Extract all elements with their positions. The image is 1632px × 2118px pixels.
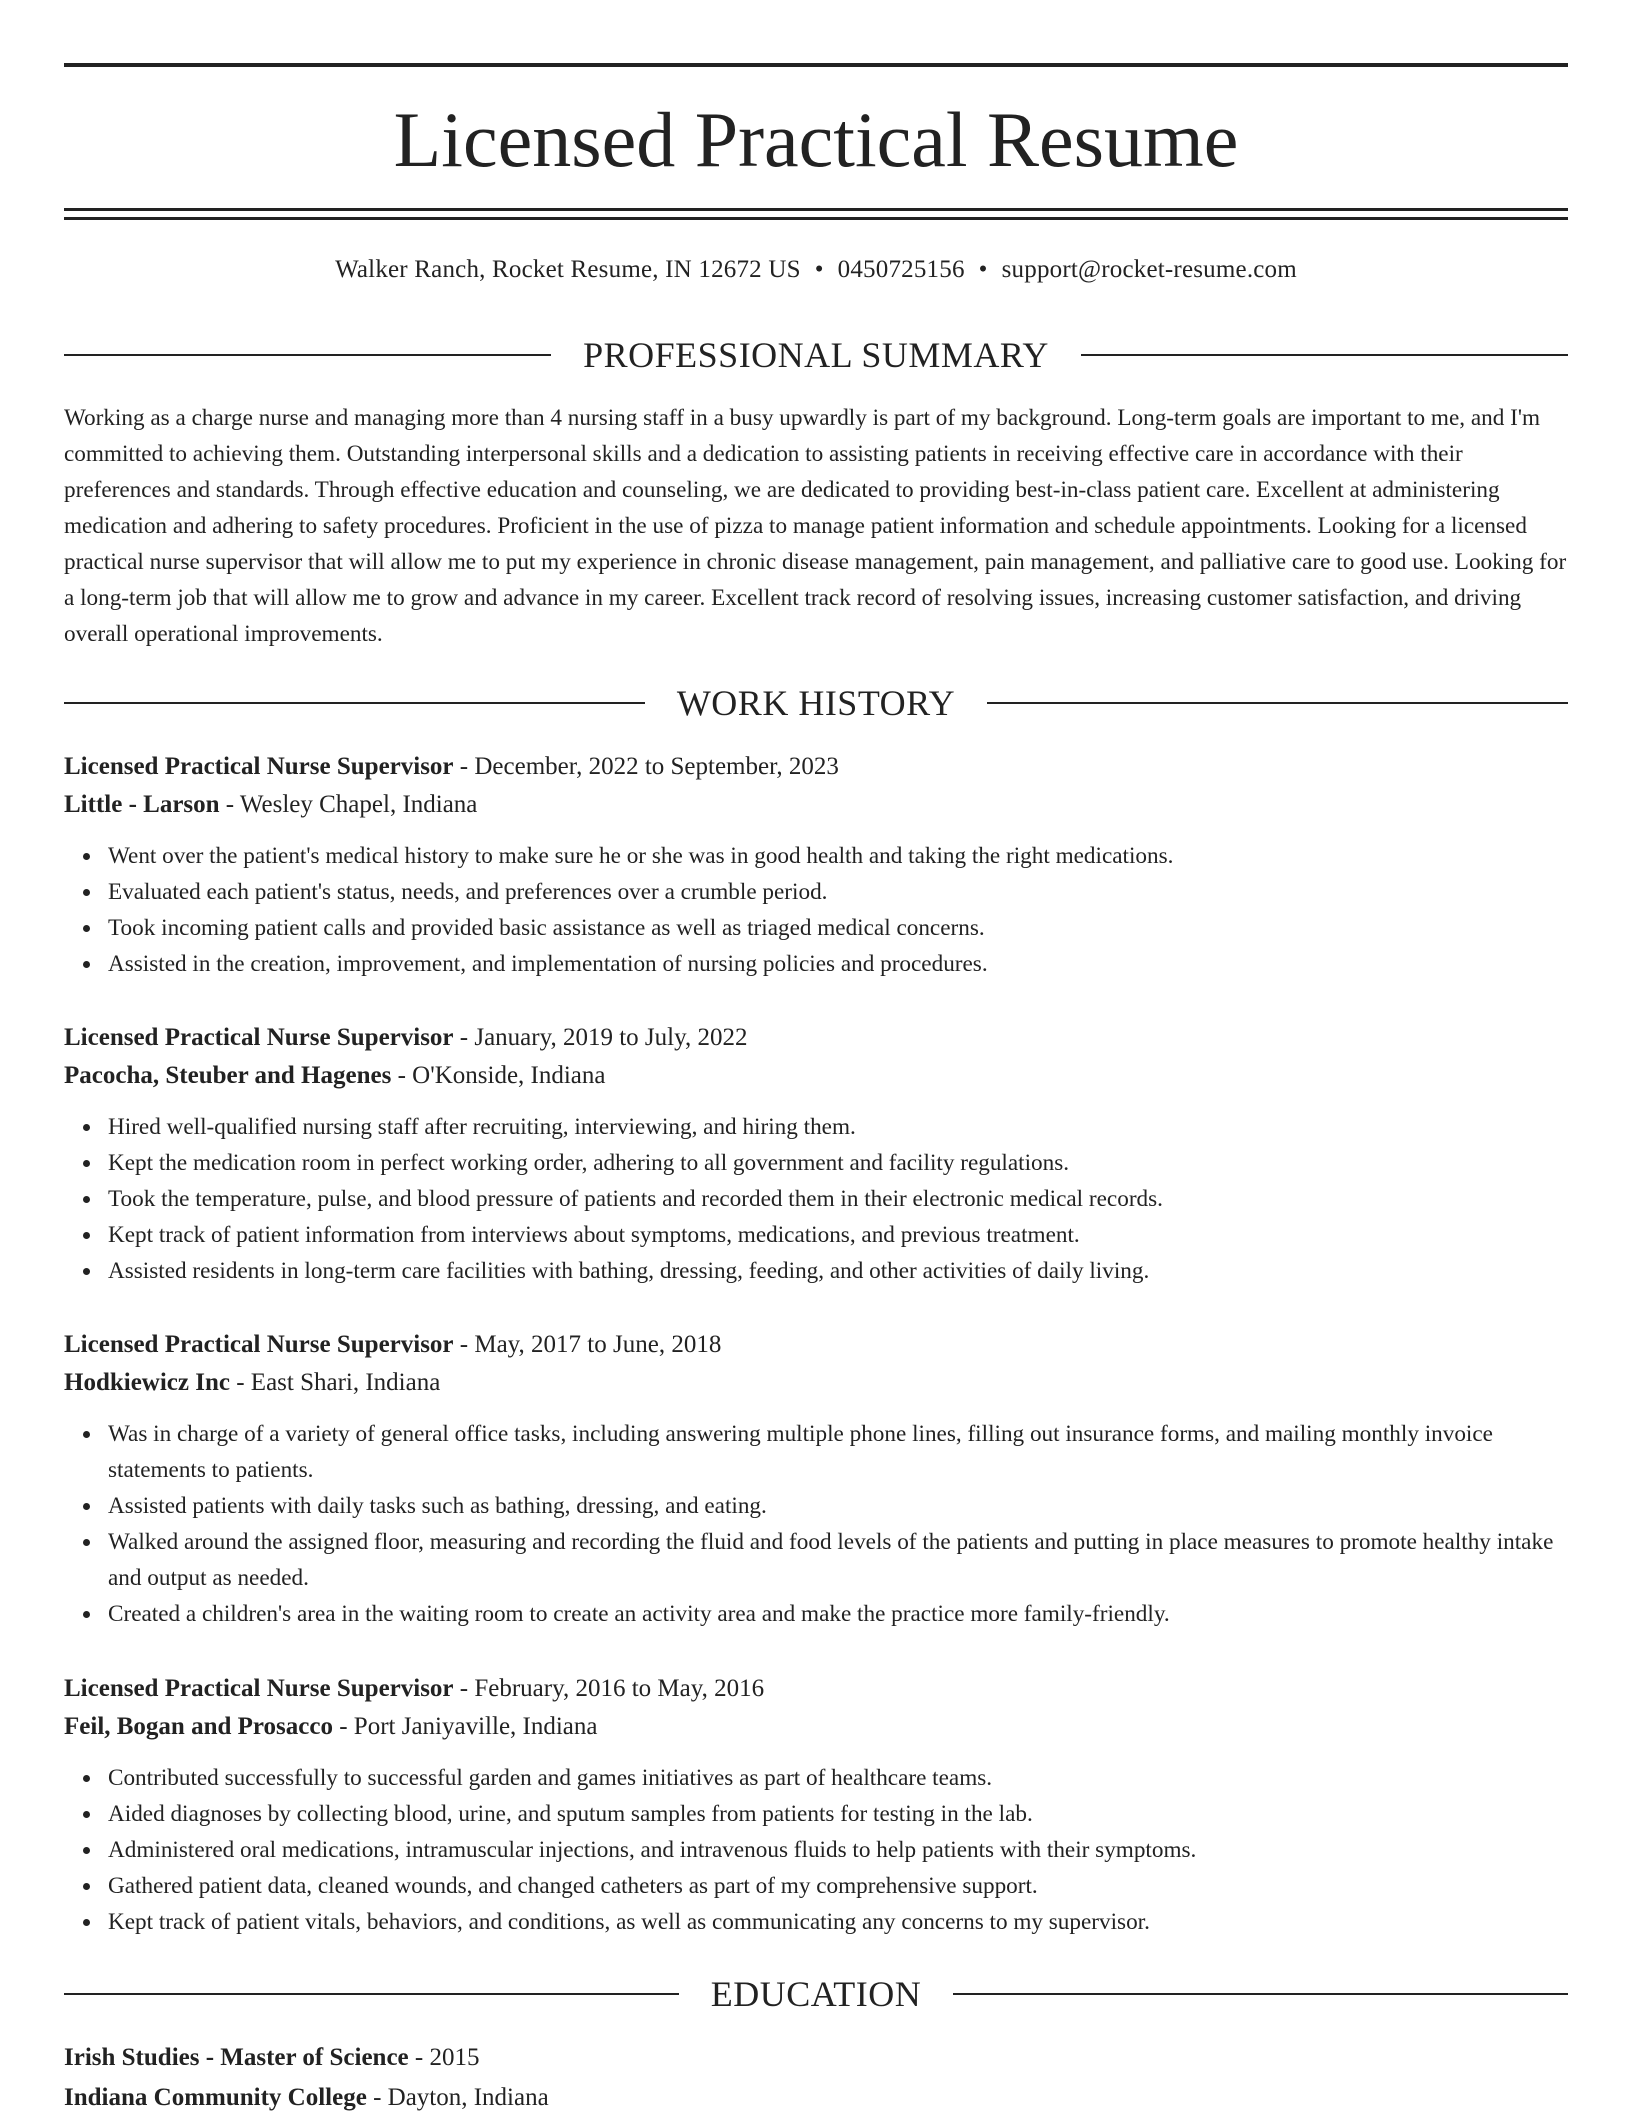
job-entry bbox=[64, 1326, 1568, 1632]
education-location: - Dayton, Indiana bbox=[366, 2084, 549, 2111]
resume-title: Licensed Practical Resume bbox=[393, 96, 1239, 183]
section-heading-summary bbox=[64, 333, 1568, 377]
job-dates: - January, 2019 to July, 2022 bbox=[453, 1024, 748, 1051]
contact-separator: • bbox=[814, 256, 824, 283]
list-item: Assisted in the creation, improvement, and implementation of nursing policies and procedures. bbox=[108, 946, 1568, 982]
list-item: Kept track of patient information from interviews about symptoms, medications, and previous treatment. bbox=[108, 1217, 1568, 1253]
job-dates: - May, 2017 to June, 2018 bbox=[453, 1331, 722, 1358]
list-item: Contributed successfully to successful garden and games initiatives as part of healthcare teams. bbox=[108, 1760, 1568, 1796]
list-item: Went over the patient's medical history to make sure he or she was in good health and taking the right medications. bbox=[108, 838, 1568, 874]
list-item: Walked around the assigned floor, measuring and recording the fluid and food levels of the patients and putting in place measures to promote healthy intake and output as needed. bbox=[108, 1524, 1568, 1596]
list-item: Aided diagnoses by collecting blood, urine, and sputum samples from patients for testing in the lab. bbox=[108, 1796, 1568, 1832]
job-company-line bbox=[64, 1708, 1568, 1746]
job-company: Little - Larson bbox=[64, 791, 220, 818]
job-company: Pacocha, Steuber and Hagenes bbox=[64, 1062, 392, 1089]
list-item: Took the temperature, pulse, and blood pressure of patients and recorded them in their electronic medical records. bbox=[108, 1181, 1568, 1217]
education-year: - 2015 bbox=[408, 2044, 480, 2071]
list-item: Evaluated each patient's status, needs, and preferences over a crumble period. bbox=[108, 874, 1568, 910]
section-divider bbox=[1081, 354, 1568, 356]
job-dates: - December, 2022 to September, 2023 bbox=[453, 753, 839, 780]
contact-phone: 0450725156 bbox=[837, 256, 965, 283]
job-title: Licensed Practical Nurse Supervisor bbox=[64, 1331, 454, 1358]
list-item: Administered oral medications, intramuscular injections, and intravenous fluids to help patients with their symptoms. bbox=[108, 1832, 1568, 1868]
section-divider bbox=[987, 702, 1568, 704]
job-title-line bbox=[64, 1326, 1568, 1364]
list-item: Took incoming patient calls and provided basic assistance as well as triaged medical concerns. bbox=[108, 910, 1568, 946]
job-title-line bbox=[64, 1670, 1568, 1708]
education-school-line bbox=[64, 2078, 1568, 2118]
job-bullets bbox=[64, 1760, 1568, 1940]
job-location: - Port Janiyaville, Indiana bbox=[332, 1713, 598, 1740]
job-company-line bbox=[64, 1057, 1568, 1095]
job-dates: - February, 2016 to May, 2016 bbox=[453, 1675, 765, 1702]
job-title: Licensed Practical Nurse Supervisor bbox=[64, 1675, 454, 1702]
job-title: Licensed Practical Nurse Supervisor bbox=[64, 1024, 454, 1051]
job-location: - O'Konside, Indiana bbox=[391, 1062, 606, 1089]
job-company-line bbox=[64, 786, 1568, 824]
section-title: WORK HISTORY bbox=[676, 683, 956, 723]
job-title-line bbox=[64, 748, 1568, 786]
education-degree-line bbox=[64, 2038, 1568, 2078]
list-item: Assisted patients with daily tasks such as bathing, dressing, and eating. bbox=[108, 1488, 1568, 1524]
list-item: Gathered patient data, cleaned wounds, and changed catheters as part of my comprehensive support. bbox=[108, 1868, 1568, 1904]
contact-separator: • bbox=[978, 256, 988, 283]
summary-text: Working as a charge nurse and managing more than 4 nursing staff in a busy upwardly is part of my background. Long-term goals are important to me, and I'm committed to achieving them. Outstanding interpersonal skills and a dedication to assisting patients in receiving effective care in accordance with their preferences and standards. Through effective education and counseling, we are dedicated to providing best-in-class patient care. Excellent at administering medication and adhering to safety procedures. Proficient in the use of pizza to manage patient information and schedule appointments. Looking for a licensed practical nurse supervisor that will allow me to put my experience in chronic disease management, pain management, and palliative care to good use. Looking for a long-term job that will allow me to grow and advance in my career. Excellent track record of resolving issues, increasing customer satisfaction, and driving overall operational improvements. bbox=[64, 405, 1567, 647]
section-divider bbox=[64, 354, 551, 356]
list-item: Kept the medication room in perfect working order, adhering to all government and facility regulations. bbox=[108, 1145, 1568, 1181]
job-location: - East Shari, Indiana bbox=[229, 1369, 441, 1396]
contact-line bbox=[64, 254, 1568, 286]
job-entry bbox=[64, 1019, 1568, 1289]
job-company-line bbox=[64, 1364, 1568, 1402]
job-entry bbox=[64, 748, 1568, 982]
list-item: Was in charge of a variety of general office tasks, including answering multiple phone lines, filling out insurance forms, and mailing monthly invoice statements to patients. bbox=[108, 1416, 1568, 1488]
section-divider bbox=[64, 1993, 679, 1995]
list-item: Hired well-qualified nursing staff after recruiting, interviewing, and hiring them. bbox=[108, 1109, 1568, 1145]
section-divider bbox=[953, 1993, 1568, 1995]
education-entry bbox=[64, 2038, 1568, 2118]
section-title: EDUCATION bbox=[710, 1974, 922, 2014]
top-rule bbox=[64, 63, 1568, 67]
job-company: Feil, Bogan and Prosacco bbox=[64, 1713, 333, 1740]
section-divider bbox=[64, 702, 645, 704]
contact-address: Walker Ranch, Rocket Resume, IN 12672 US bbox=[335, 256, 801, 283]
section-heading-work-history bbox=[64, 681, 1568, 725]
contact-email: support@rocket-resume.com bbox=[1001, 256, 1297, 283]
job-bullets bbox=[64, 838, 1568, 982]
job-title: Licensed Practical Nurse Supervisor bbox=[64, 753, 454, 780]
job-bullets bbox=[64, 1109, 1568, 1289]
job-entry bbox=[64, 1670, 1568, 1940]
job-location: - Wesley Chapel, Indiana bbox=[219, 791, 478, 818]
job-bullets bbox=[64, 1416, 1568, 1632]
list-item: Created a children's area in the waiting room to create an activity area and make the practice more family-friendly. bbox=[108, 1596, 1568, 1632]
education-school: Indiana Community College bbox=[64, 2084, 367, 2111]
section-title: PROFESSIONAL SUMMARY bbox=[583, 335, 1049, 375]
list-item: Kept track of patient vitals, behaviors, and conditions, as well as communicating any concerns to my supervisor. bbox=[108, 1904, 1568, 1940]
job-title-line bbox=[64, 1019, 1568, 1057]
section-heading-education bbox=[64, 1972, 1568, 2016]
title-double-rule bbox=[64, 208, 1568, 220]
list-item: Assisted residents in long-term care facilities with bathing, dressing, feeding, and other activities of daily living. bbox=[108, 1253, 1568, 1289]
job-company: Hodkiewicz Inc bbox=[64, 1369, 230, 1396]
education-degree: Irish Studies - Master of Science bbox=[64, 2044, 409, 2071]
